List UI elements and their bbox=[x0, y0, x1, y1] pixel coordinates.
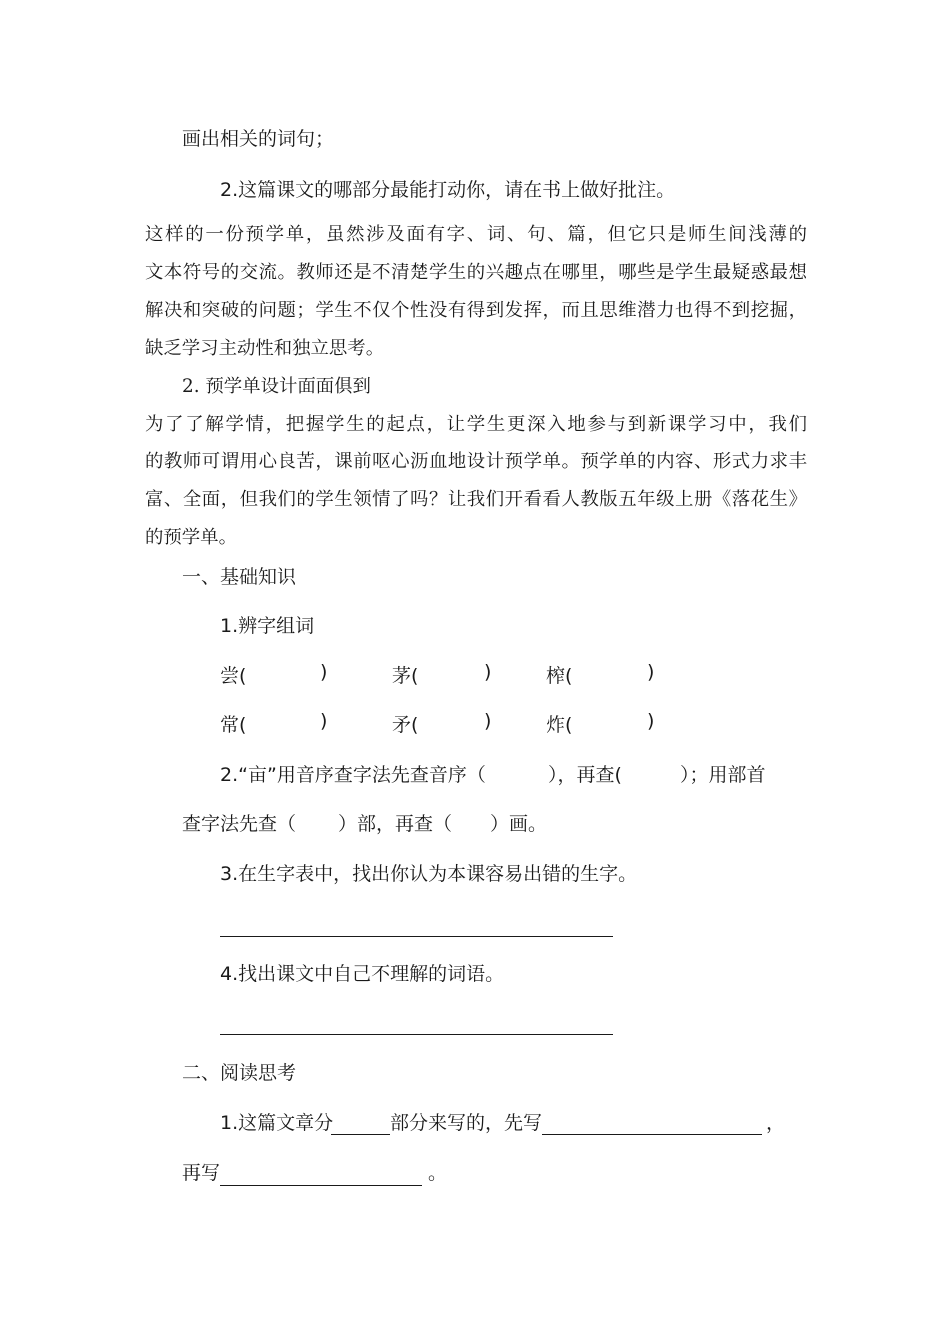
worksheet-tail-line: 画出相关的词句； bbox=[182, 128, 335, 150]
q2-line1-part-b: ），再查( bbox=[548, 764, 622, 786]
s2-q1-part-d: 再写 bbox=[182, 1162, 221, 1184]
section1-title: 一、基础知识 bbox=[182, 566, 297, 588]
q2-line2-part-c: ）画。 bbox=[490, 813, 548, 835]
open-paren: ( bbox=[411, 714, 419, 736]
commentary-p1-line-4: 缺乏学习主动性和独立思考。 bbox=[145, 338, 385, 359]
char-pair-5 bbox=[392, 710, 418, 737]
section1-q1-title: 1.辨字组词 bbox=[220, 615, 315, 637]
commentary-p2-line-3: 富、全面，但我们的学生领情了吗？让我们开看看人教版五年级上册《落花生》 bbox=[145, 489, 807, 510]
open-paren: ( bbox=[239, 714, 247, 736]
char-pair-4 bbox=[220, 710, 246, 737]
commentary-p1-line-2: 文本符号的交流。教师还是不清楚学生的兴趣点在哪里，哪些是学生最疑惑最想 bbox=[145, 262, 807, 283]
commentary-p1-line-1: 这样的一份预学单，虽然涉及面有字、词、句、篇，但它只是师生间浅薄的 bbox=[145, 224, 807, 245]
char-label: 尝 bbox=[220, 665, 240, 687]
close-paren: ) bbox=[484, 710, 492, 732]
s2-q1-part-a: 1.这篇文章分 bbox=[220, 1112, 334, 1134]
char-pair-2 bbox=[392, 661, 418, 688]
q2-line2-part-b: ）部，再查（ bbox=[338, 813, 453, 835]
worksheet-item-2: 2.这篇课文的哪部分最能打动你，请在书上做好批注。 bbox=[220, 179, 676, 201]
q2-line1-part-a: 2.“亩”用音序查字法先查音序（ bbox=[220, 764, 486, 786]
q3-answer-line[interactable] bbox=[220, 936, 613, 937]
char-label: 茅 bbox=[392, 665, 412, 687]
commentary-p2-line-2: 的教师可谓用心良苦，课前呕心沥血地设计预学单。预学单的内容、形式力求丰 bbox=[145, 451, 807, 472]
s2-q1-part-e: 。 bbox=[428, 1162, 448, 1184]
s2-q1-blank-then[interactable] bbox=[220, 1185, 422, 1186]
close-paren: ) bbox=[320, 710, 328, 732]
s2-q1-part-c: ， bbox=[766, 1112, 786, 1134]
q2-line1-part-c: ）；用部首 bbox=[680, 764, 766, 786]
section2-title: 二、阅读思考 bbox=[182, 1062, 297, 1084]
char-pair-3 bbox=[546, 661, 572, 688]
close-paren: ) bbox=[647, 710, 655, 732]
close-paren: ) bbox=[320, 661, 328, 683]
close-paren: ) bbox=[647, 661, 655, 683]
open-paren: ( bbox=[565, 665, 573, 687]
char-label: 矛 bbox=[392, 714, 412, 736]
commentary-p2-line-1: 为了了解学情，把握学生的起点，让学生更深入地参与到新课学习中，我们 bbox=[145, 414, 807, 435]
commentary-p1-line-3: 解决和突破的问题；学生不仅个性没有得到发挥，而且思维潜力也得不到挖掘， bbox=[145, 300, 807, 321]
s2-q1-part-b: 部分来写的，先写 bbox=[390, 1112, 543, 1134]
commentary-p2-line-4: 的预学单。 bbox=[145, 527, 237, 548]
open-paren: ( bbox=[411, 665, 419, 687]
char-label: 常 bbox=[220, 714, 240, 736]
char-pair-6 bbox=[546, 710, 572, 737]
char-label: 炸 bbox=[546, 714, 566, 736]
section-heading-2: 2. 预学单设计面面俱到 bbox=[182, 376, 371, 397]
s2-q1-blank-parts[interactable] bbox=[331, 1134, 390, 1135]
q4-text: 4.找出课文中自己不理解的词语。 bbox=[220, 963, 505, 985]
q2-line2-part-a: 查字法先查（ bbox=[182, 813, 297, 835]
q4-answer-line[interactable] bbox=[220, 1034, 613, 1035]
open-paren: ( bbox=[565, 714, 573, 736]
s2-q1-blank-first[interactable] bbox=[542, 1134, 762, 1135]
char-pair-1 bbox=[220, 661, 246, 688]
open-paren: ( bbox=[239, 665, 247, 687]
char-label: 榨 bbox=[546, 665, 566, 687]
close-paren: ) bbox=[484, 661, 492, 683]
q3-text: 3.在生字表中，找出你认为本课容易出错的生字。 bbox=[220, 863, 638, 885]
